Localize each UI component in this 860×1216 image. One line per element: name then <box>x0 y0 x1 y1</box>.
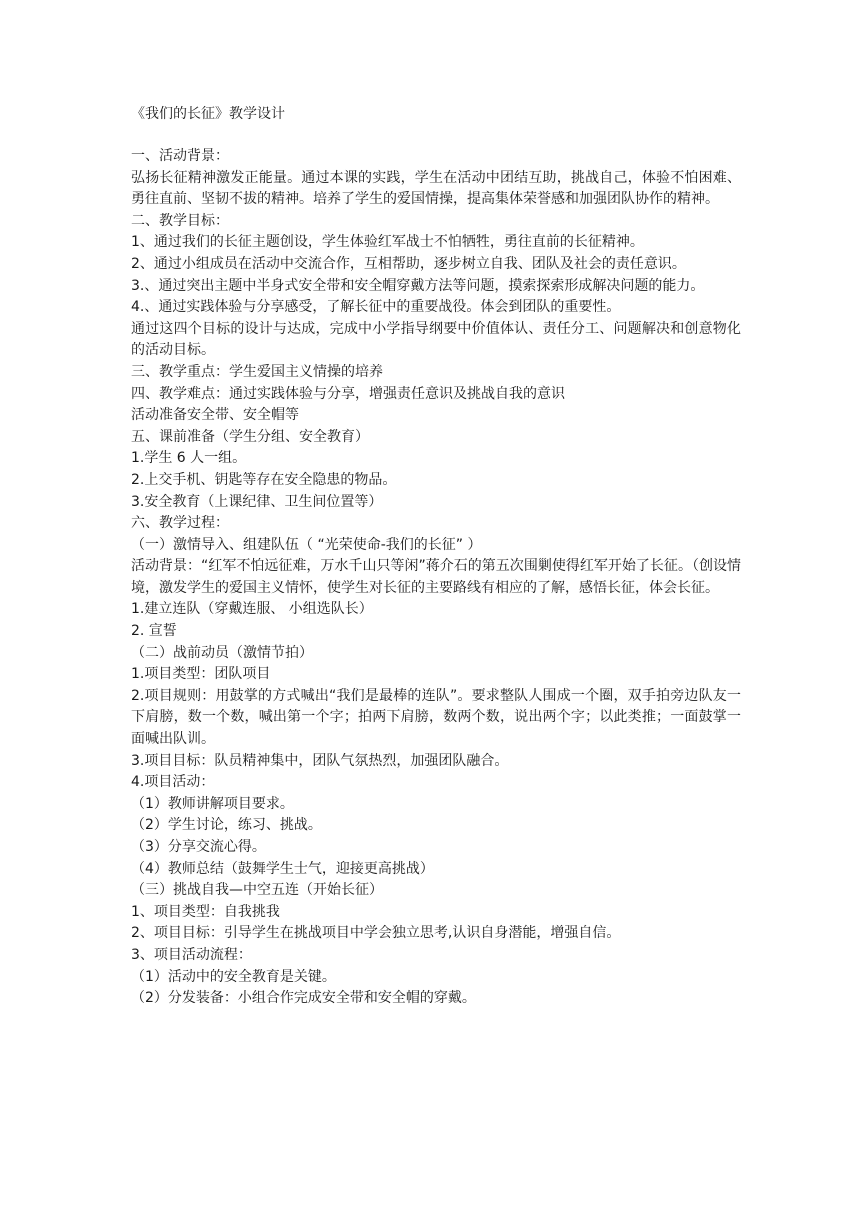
paragraph-activity-background: 弘扬长征精神激发正能量。通过本课的实践，学生在活动中团结互助，挑战自己，体验不怕困难、勇往直前、坚韧不拔的精神。培养了学生的爱国情操，提高集体荣誉感和加强团队协作的精神。 <box>131 169 741 208</box>
subheading-part-2: （二）战前动员（激情节拍） <box>131 644 313 661</box>
part-2-item-1: 1.项目类型：团队项目 <box>131 666 271 683</box>
heading-difficulty: 四、教学难点：通过实践体验与分享，增强责任意识及挑战自我的意识 <box>131 385 565 402</box>
part-2-activity-1: （1）教师讲解项目要求。 <box>131 795 294 812</box>
goal-item-3: 3.、通过突出主题中半身式安全带和安全帽穿戴方法等问题，摸索探索形成解决问题的能力。 <box>131 277 705 294</box>
goal-item-2: 2、通过小组成员在活动中交流合作，互相帮助，逐步树立自我、团队及社会的责任意识。 <box>131 255 686 272</box>
part-2-activity-4: （4）教师总结（鼓舞学生士气，迎接更高挑战） <box>131 860 434 877</box>
preparation-item-2: 2.上交手机、钥匙等存在安全隐患的物品。 <box>131 471 397 488</box>
document-title: 《我们的长征》教学设计 <box>131 106 285 122</box>
part-1-item-2: 2. 宣誓 <box>131 623 177 640</box>
heading-activity-background: 一、活动背景： <box>131 148 229 164</box>
paragraph-part-1-background: 活动背景：“红军不怕远征难，万水千山只等闲”蒋介石的第五次围剿使得红军开始了长征。（创设情境，激发学生的爱国主义情怀，使学生对长征的主要路线有相应的了解，感悟长征，体会长征。 <box>131 558 741 596</box>
activity-equipment-line: 活动准备安全带、安全帽等 <box>131 407 299 424</box>
heading-teaching-process: 六、教学过程： <box>131 515 229 532</box>
part-3-item-2: 2、项目目标：引导学生在挑战项目中学会独立思考,认识自身潜能，增强自信。 <box>131 925 621 942</box>
subheading-part-1: （一）激情导入、组建队伍（ “光荣使命-我们的长征” ） <box>131 536 482 553</box>
heading-teaching-goals: 二、教学目标： <box>131 212 229 229</box>
goal-item-1: 1、通过我们的长征主题创设，学生体验红军战士不怕牺牲，勇往直前的长征精神。 <box>131 234 644 251</box>
part-2-item-2: 2.项目规则：用鼓掌的方式喊出“我们是最棒的连队”。要求整队人围成一个圈，双手拍旁边队友一下肩膀，数一个数，喊出第一个字；拍两下肩膀，数两个数，说出两个字；以此类推；一面鼓掌一面喊出队训。 <box>131 687 741 748</box>
part-3-item-3: 3、项目活动流程： <box>131 946 252 963</box>
goal-item-4: 4.、通过实践体验与分享感受，了解长征中的重要战役。体会到团队的重要性。 <box>131 299 621 316</box>
part-2-activity-3: （3）分享交流心得。 <box>131 839 266 855</box>
part-3-step-2: （2）分发装备：小组合作完成安全带和安全帽的穿戴。 <box>131 990 476 1007</box>
part-3-step-1: （1）活动中的安全教育是关键。 <box>131 968 336 985</box>
subheading-part-3: （三）挑战自我—中空五连（开始长征） <box>131 882 383 899</box>
paragraph-goals-summary: 通过这四个目标的设计与达成，完成中小学指导纲要中价值体认、责任分工、问题解决和创意物化的活动目标。 <box>131 320 741 359</box>
part-3-item-1: 1、项目类型：自我挑我 <box>131 903 280 920</box>
part-2-item-3: 3.项目目标：队员精神集中，团队气氛热烈，加强团队融合。 <box>131 752 509 769</box>
part-2-item-4: 4.项目活动： <box>131 774 215 791</box>
heading-preparation: 五、课前准备（学生分组、安全教育） <box>131 428 369 445</box>
preparation-item-1: 1.学生 6 人一组。 <box>131 450 247 467</box>
document-page <box>131 104 741 1010</box>
part-2-activity-2: （2）学生讨论，练习、挑战。 <box>131 817 322 834</box>
preparation-item-3: 3.安全教育（上课纪律、卫生间位置等） <box>131 493 383 510</box>
heading-key-point: 三、教学重点：学生爱国主义情操的培养 <box>131 363 383 380</box>
part-1-item-1: 1.建立连队（穿戴连服、 小组选队长） <box>131 601 373 618</box>
